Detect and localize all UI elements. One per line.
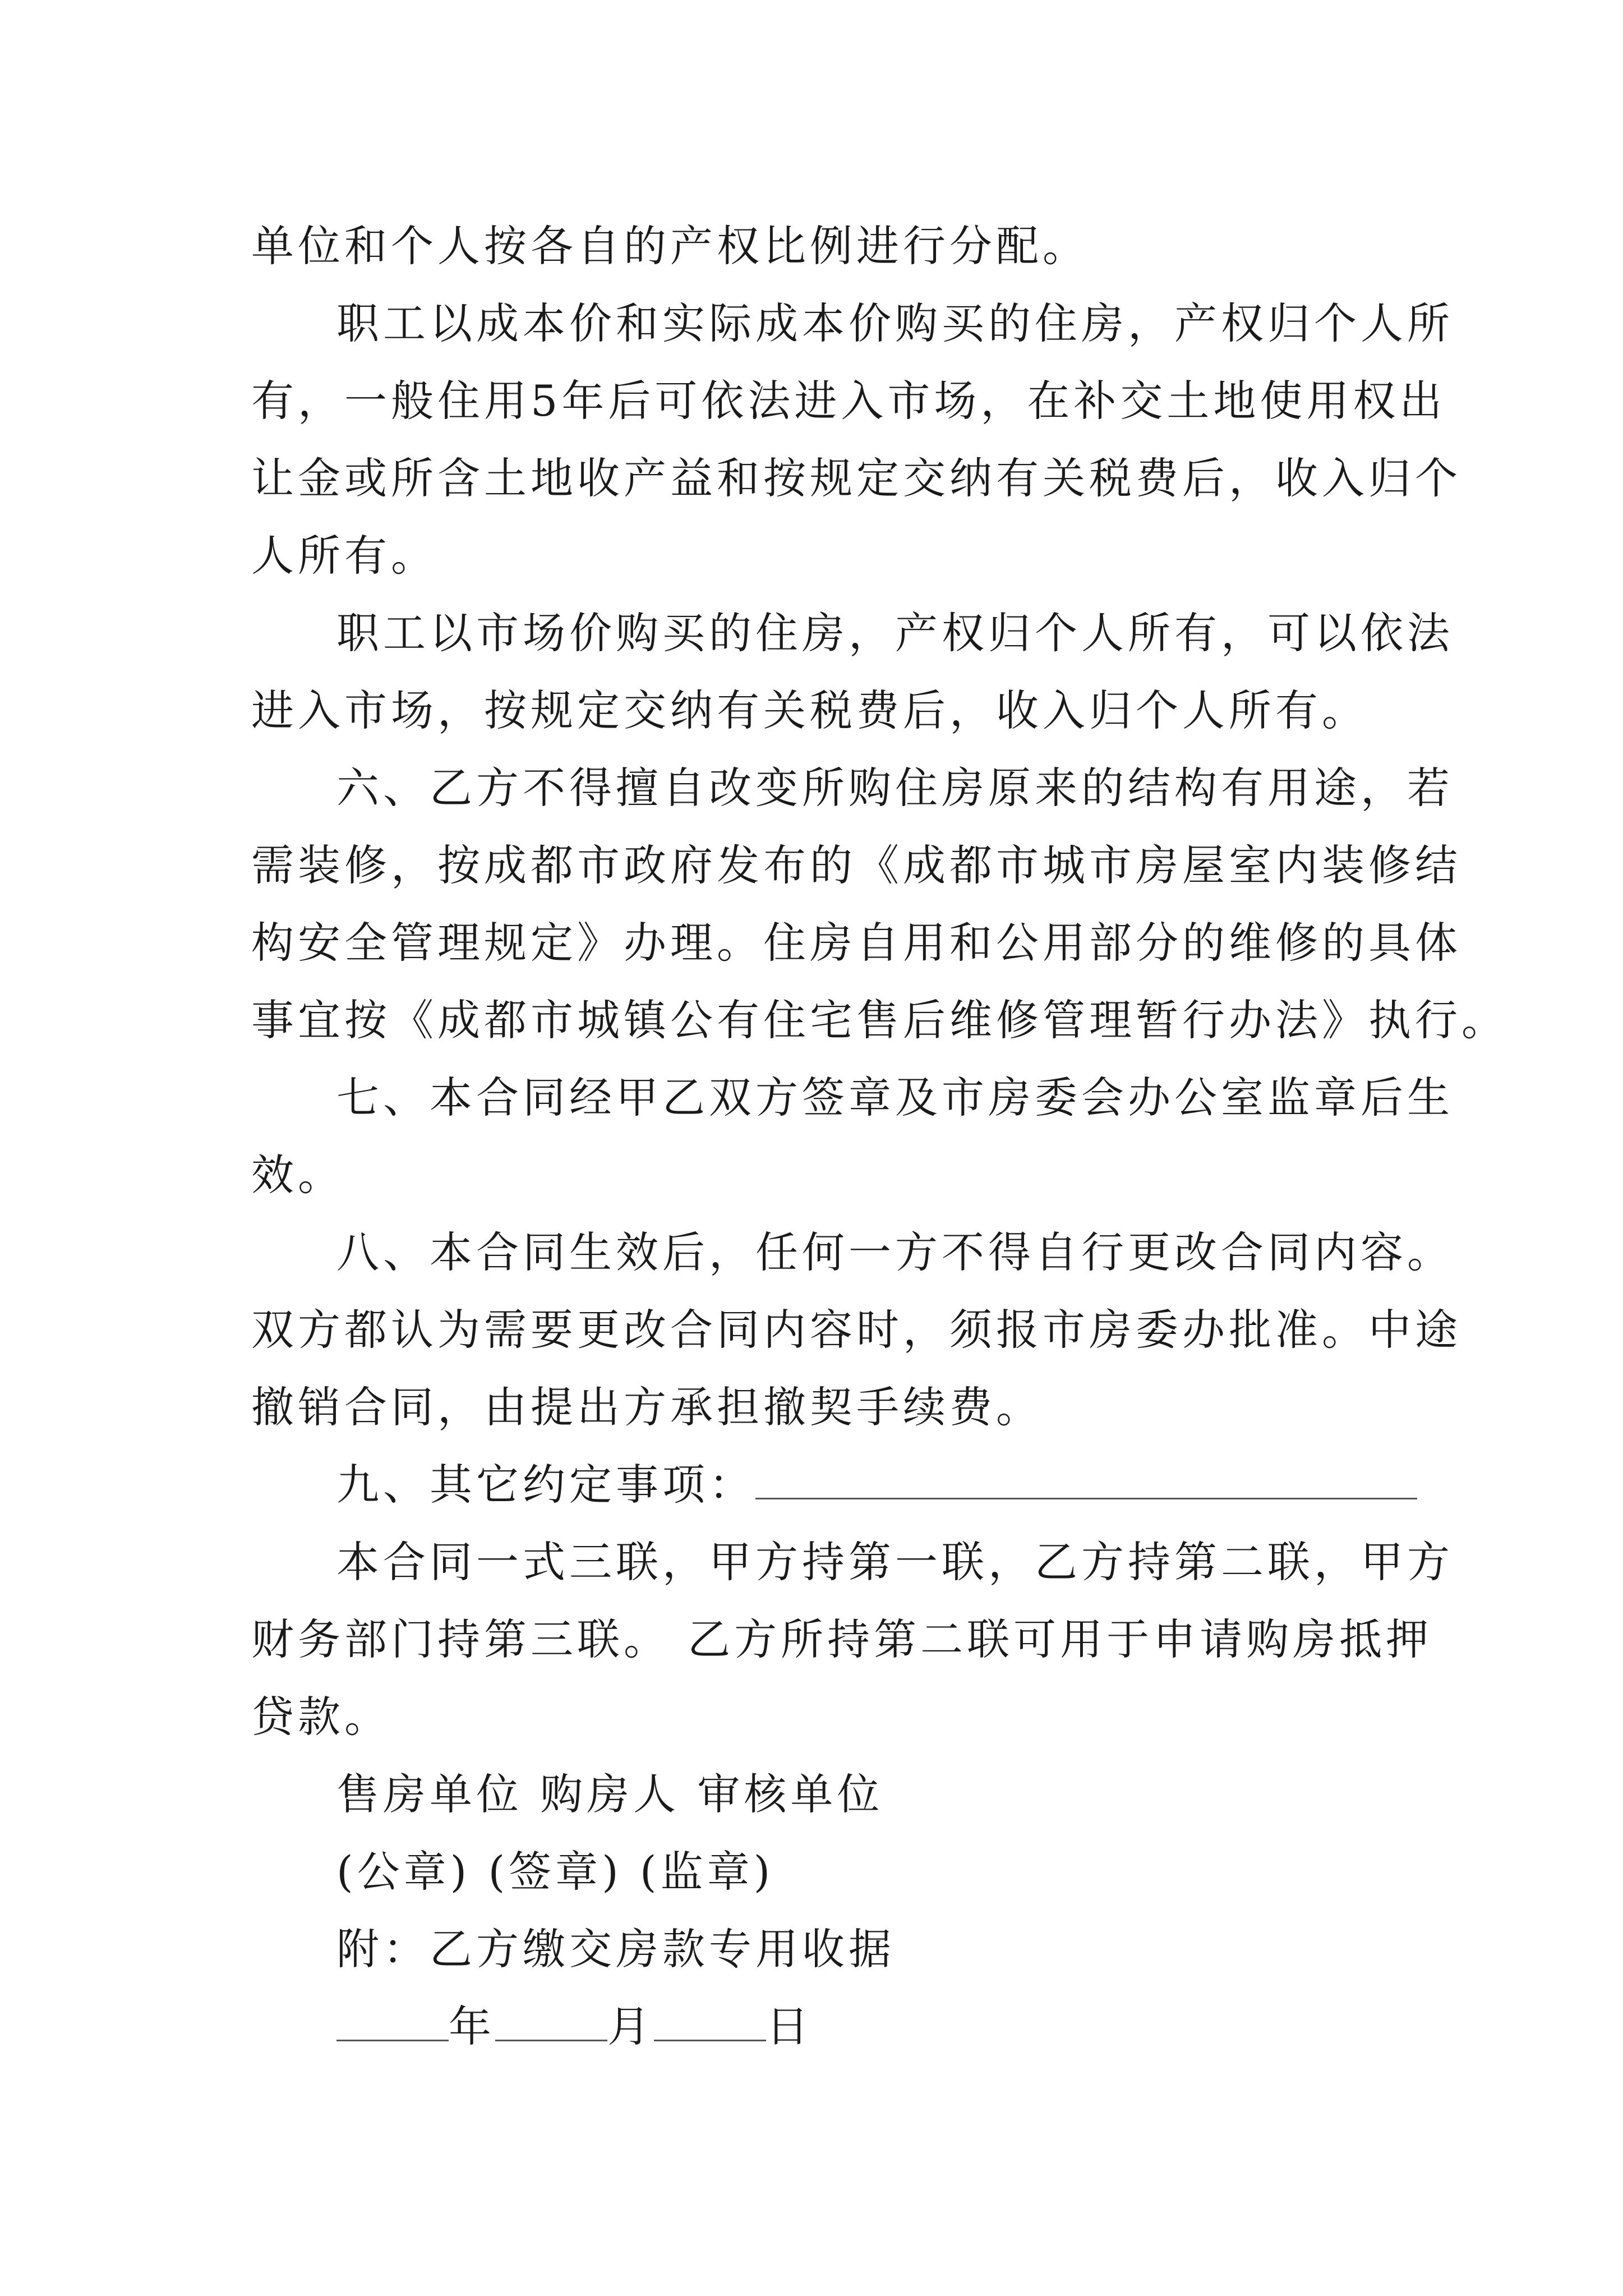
- text-line: 六、乙方不得擅自改变所购住房原来的结构有用途，若: [336, 763, 1454, 813]
- year-blank[interactable]: [336, 2000, 449, 2041]
- month-blank[interactable]: [495, 2000, 607, 2041]
- text-line: 双方都认为需要更改合同内容时，须报市房委办批准。中途: [251, 1305, 1461, 1355]
- text-line: 七、本合同经甲乙双方签章及市房委会办公室监章后生: [336, 1073, 1454, 1122]
- day-blank[interactable]: [654, 2000, 766, 2041]
- text-line: 让金或所含土地收产益和按规定交纳有关税费后，收入归个: [251, 453, 1461, 503]
- paragraph-market-price-housing: [251, 595, 1454, 749]
- text-line: 进入市场，按规定交纳有关税费后，收入归个人所有。: [251, 685, 1368, 735]
- text-line: 事宜按《成都市城镇公有住宅售后维修管理暂行办法》执行。: [251, 995, 1508, 1045]
- signature-block: [251, 1756, 1384, 1988]
- paragraph-copies: [251, 1524, 1454, 1756]
- document-body: [251, 208, 1508, 2065]
- paragraph-clause-six: [251, 749, 1508, 1059]
- paragraph-clause-seven: [251, 1059, 1454, 1214]
- paragraph-continuation: [251, 208, 1384, 285]
- text-line: 职工以市场价购买的住房，产权归个人所有，可以依法: [336, 608, 1454, 658]
- paragraph-clause-nine: [251, 1446, 1384, 1524]
- text-line: 人所有。: [251, 531, 437, 581]
- text-line: 有，一般住用5年后可依法进入市场，在补交土地使用权出: [251, 376, 1446, 426]
- paragraph-cost-price-housing: [251, 285, 1461, 595]
- text-line: 构安全管理规定》办理。住房自用和公用部分的维修的具体: [251, 918, 1461, 968]
- text-line: 财务部门持第三联。 乙方所持第二联可用于申请购房抵押: [251, 1614, 1433, 1664]
- signature-seals: (公章) (签章) (监章): [336, 1847, 774, 1897]
- text-line: 职工以成本价和实际成本价购买的住房，产权归个人所: [336, 298, 1454, 348]
- paragraph-clause-eight: [251, 1214, 1461, 1446]
- text-line: 单位和个人按各自的产权比例进行分配。: [251, 221, 1089, 271]
- text-line: 需装修，按成都市政府发布的《成都市城市房屋室内装修结: [251, 840, 1461, 890]
- text-line: 效。: [251, 1150, 344, 1200]
- date-line: [251, 1988, 1384, 2065]
- other-terms-label: 九、其它约定事项：: [336, 1460, 755, 1510]
- attachment-note: 附：乙方缴交房款专用收据: [336, 1924, 895, 1974]
- other-terms-blank[interactable]: [755, 1458, 1417, 1499]
- day-label: 日: [766, 2001, 813, 2051]
- text-line: 本合同一式三联，甲方持第一联，乙方持第二联，甲方: [336, 1537, 1454, 1587]
- text-line: [251, 1446, 1384, 1524]
- text-line: 八、本合同生效后，任何一方不得自行更改合同内容。: [336, 1227, 1454, 1277]
- month-label: 月: [607, 2001, 654, 2051]
- text-line: 贷款。: [251, 1692, 391, 1742]
- year-label: 年: [449, 2001, 495, 2051]
- signature-parties: 售房单位 购房人 审核单位: [336, 1769, 884, 1819]
- text-line: 撤销合同，由提出方承担撤契手续费。: [251, 1382, 1043, 1432]
- date-block: [251, 1988, 1384, 2065]
